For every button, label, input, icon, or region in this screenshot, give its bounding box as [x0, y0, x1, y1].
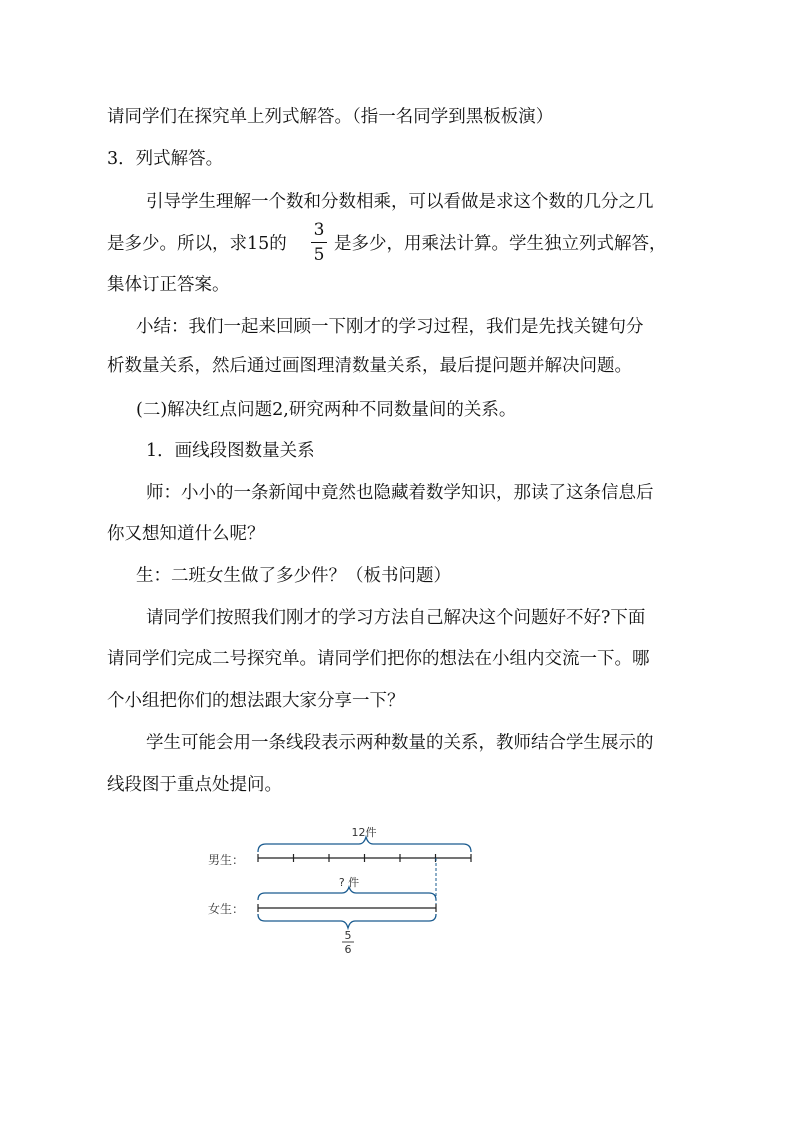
paragraph-9-line-2: 请同学们完成二号探究单。请同学们把你的想法在小组内交流一下。哪	[107, 649, 650, 669]
paragraph-2: 3．列式解答。	[107, 149, 224, 169]
paragraph-4-line-2: 析数量关系，然后通过画图理清数量关系，最后提问题并解决问题。	[107, 356, 632, 376]
paragraph-6: 1．画线段图数量关系	[146, 441, 315, 461]
line-segment-diagram	[200, 822, 490, 962]
diagram-fraction-numerator: 5	[344, 929, 352, 942]
paragraph-10-line-2: 线段图于重点处提问。	[107, 775, 282, 795]
inline-fraction	[311, 220, 327, 265]
girl-label: 女生：	[208, 902, 245, 916]
girl-fraction-brace	[258, 914, 436, 928]
paragraph-3-line-2b: 是多少，用乘法计算。学生独立列式解答，	[334, 234, 667, 254]
paragraph-3-line-3: 集体订正答案。	[107, 275, 230, 295]
paragraph-7-line-2: 你又想知道什么呢？	[107, 524, 265, 544]
fraction-denominator: 5	[313, 245, 325, 265]
paragraph-1: 请同学们在探究单上列式解答。（指一名同学到黑板板演）	[107, 107, 554, 127]
paragraph-9-line-3: 个小组把你们的想法跟大家分享一下？	[107, 691, 405, 711]
paragraph-9-line-1: 请同学们按照我们刚才的学习方法自己解决这个问题好不好?下面	[146, 608, 646, 628]
paragraph-10-line-1: 学生可能会用一条线段表示两种数量的关系，教师结合学生展示的	[146, 733, 654, 753]
paragraph-4-line-1: 小结：我们一起来回顾一下刚才的学习过程，我们是先找关键句分	[136, 317, 644, 337]
girl-unknown-label: ? 件	[338, 876, 360, 889]
boy-label: 男生：	[208, 853, 245, 867]
boy-total-label: 12件	[351, 826, 377, 839]
boy-total-brace	[258, 837, 471, 852]
fraction-bar	[311, 242, 327, 243]
paragraph-5: (二)解决红点问题2,研究两种不同数量间的关系。	[136, 400, 517, 420]
paragraph-8: 生：二班女生做了多少件？（板书问题）	[136, 566, 451, 586]
paragraph-3-line-1: 引导学生理解一个数和分数相乘，可以看做是求这个数的几分之几	[146, 192, 654, 212]
paragraph-7-line-1: 师：小小的一条新闻中竟然也隐藏着数学知识，那读了这条信息后	[146, 483, 654, 503]
fraction-numerator: 3	[313, 220, 325, 240]
paragraph-3-line-2a: 是多少。所以，求15的	[107, 234, 287, 254]
diagram-fraction-denominator: 6	[344, 943, 352, 956]
